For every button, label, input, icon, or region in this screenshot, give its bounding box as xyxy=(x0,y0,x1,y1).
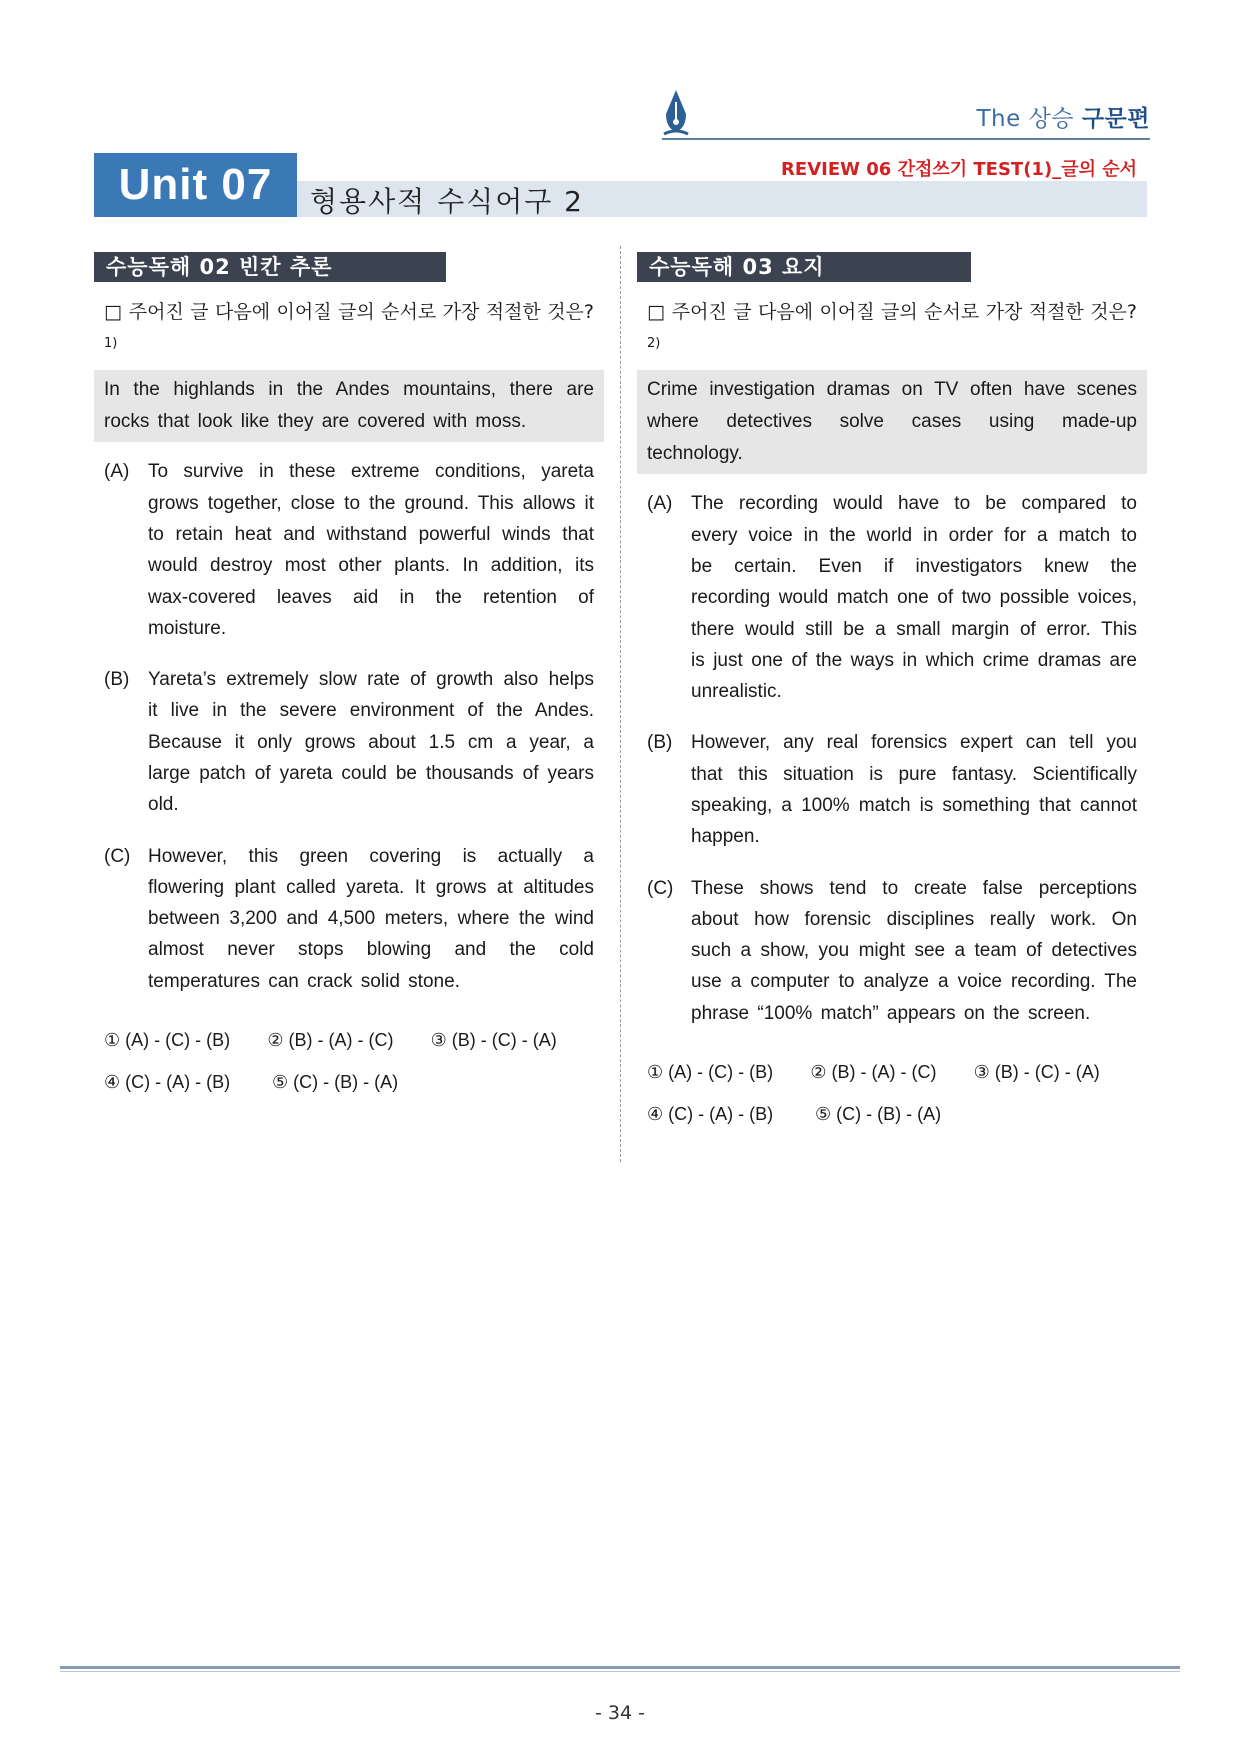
paragraph-a xyxy=(94,456,604,644)
review-title: REVIEW 06 간접쓰기 TEST(1)_글의 순서 xyxy=(781,159,1137,180)
series-title xyxy=(977,100,1151,133)
section-label: 수능독해 02 빈칸 추론 xyxy=(94,252,446,282)
header-rule xyxy=(662,138,1150,140)
paragraph-text: To survive in these extreme conditions, yareta grows together, close to the ground. This allows it to retain heat and withstand powerful winds that would destroy most other plants. In addition, its wax-covered leaves aid in the retention of moisture. xyxy=(148,461,594,639)
choice-4[interactable]: ④ (C) - (A) - (B) xyxy=(104,1072,231,1093)
right-column xyxy=(637,252,1147,1135)
footnote-ref: 2) xyxy=(647,336,661,351)
unit-label: Unit 07 xyxy=(94,153,297,217)
paragraph-text: However, this green covering is actually a flowering plant called yareta. It grows at altitudes between 3,200 and 4,500 meters, where the wind almost never stops blowing and the cold temperatures can crack solid stone. xyxy=(148,845,594,992)
paragraph-c xyxy=(637,873,1147,1029)
question-prompt xyxy=(637,296,1147,364)
footer-rule-thin xyxy=(60,1671,1180,1672)
choice-4[interactable]: ④ (C) - (A) - (B) xyxy=(647,1104,774,1125)
column-divider xyxy=(620,246,621,1162)
given-passage: In the highlands in the Andes mountains, there are rocks that look like they are covered with moss. xyxy=(94,370,604,442)
paragraph-mark: (A) xyxy=(104,461,130,483)
choice-1[interactable]: ① (A) - (C) - (B) xyxy=(647,1062,774,1083)
paragraph-text: The recording would have to be compared to every voice in the world in order for a match to be certain. Even if investigators knew the recording would match one of two possible voices, there would still be a small margin of error. This is just one of the ways in which crime dramas are unrealistic. xyxy=(691,493,1137,703)
series-bold: 구문편 xyxy=(1081,106,1150,132)
choice-3[interactable]: ③ (B) - (C) - (A) xyxy=(973,1062,1100,1083)
left-column xyxy=(94,252,604,1103)
paragraph-mark: (C) xyxy=(104,845,131,867)
question-text: □ 주어진 글 다음에 이어질 글의 순서로 가장 적절한 것은? xyxy=(104,301,594,323)
paragraph-b xyxy=(94,664,604,820)
given-passage: Crime investigation dramas on TV often have scenes where detectives solve cases using made-up technology. xyxy=(637,370,1147,474)
series-prefix: The 상승 xyxy=(976,106,1075,132)
footnote-ref: 1) xyxy=(104,336,118,351)
paragraph-text: Yareta’s extremely slow rate of growth also helps it live in the severe environment of the Andes. Because it only grows about 1.5 cm a year, a large patch of yareta could be thousands of years old. xyxy=(148,669,594,816)
answer-choices xyxy=(94,1019,604,1103)
unit-subtitle: 형용사적 수식어구 2 xyxy=(310,185,585,218)
answer-choices xyxy=(637,1051,1147,1135)
paragraph-mark: (A) xyxy=(647,493,673,515)
paragraph-c xyxy=(94,841,604,997)
paragraph-a xyxy=(637,488,1147,707)
paragraph-mark: (C) xyxy=(647,877,674,899)
fountain-pen-nib-icon xyxy=(662,88,690,138)
section-label: 수능독해 03 요지 xyxy=(637,252,971,282)
paragraph-mark: (B) xyxy=(104,669,130,691)
paragraph-mark: (B) xyxy=(647,732,673,754)
choice-2[interactable]: ② (B) - (A) - (C) xyxy=(810,1062,937,1083)
paragraph-text: However, any real forensics expert can tell you that this situation is pure fantasy. Scientifically speaking, a 100% match is something that cannot happen. xyxy=(691,732,1137,848)
page-number: - 34 - xyxy=(595,1702,645,1724)
choice-5[interactable]: ⑤ (C) - (B) - (A) xyxy=(272,1072,399,1093)
paragraph-b xyxy=(637,727,1147,852)
footer-rule xyxy=(60,1666,1180,1669)
question-prompt xyxy=(94,296,604,364)
question-text: □ 주어진 글 다음에 이어질 글의 순서로 가장 적절한 것은? xyxy=(647,301,1137,323)
choice-3[interactable]: ③ (B) - (C) - (A) xyxy=(430,1030,557,1051)
choice-1[interactable]: ① (A) - (C) - (B) xyxy=(104,1030,231,1051)
choice-2[interactable]: ② (B) - (A) - (C) xyxy=(267,1030,394,1051)
choice-5[interactable]: ⑤ (C) - (B) - (A) xyxy=(815,1104,942,1125)
paragraph-text: These shows tend to create false perceptions about how forensic disciplines really work. On such a show, you might see a team of detectives use a computer to analyze a voice recording. The phrase “100% match” appears on the screen. xyxy=(691,877,1137,1024)
